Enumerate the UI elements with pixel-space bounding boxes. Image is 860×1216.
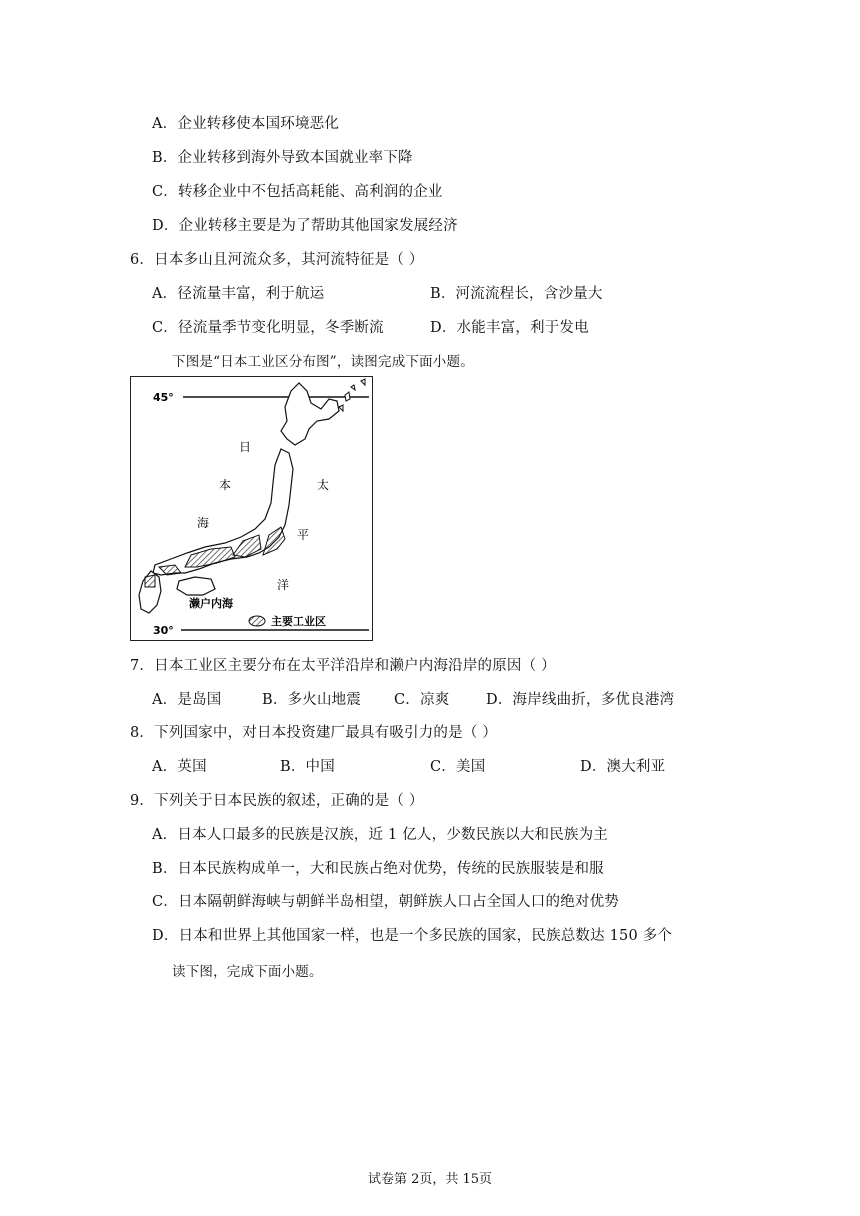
- pacific-label-1: 太: [317, 478, 330, 492]
- q9-option-d: D．日本和世界上其他国家一样，也是一个多民族的国家，民族总数达 150 多个: [152, 928, 673, 944]
- q9-option-c: C．日本隔朝鲜海峡与朝鲜半岛相望，朝鲜族人口占全国人口的绝对优势: [152, 894, 619, 910]
- lat-30-label: 30°: [153, 624, 174, 637]
- q9-stem: 9．下列关于日本民族的叙述，正确的是（ ）: [130, 793, 424, 809]
- sea-of-japan-label-2: 本: [219, 478, 232, 492]
- industrial-zone-kitakyushu: [145, 575, 155, 587]
- q6-option-b: B．河流流程长，含沙量大: [430, 286, 603, 302]
- legend-label: 主要工业区: [271, 615, 326, 628]
- q8-option-c: C．美国: [430, 759, 486, 775]
- sea-of-japan-label-3: 海: [197, 516, 210, 530]
- sea-of-japan-label-1: 日: [239, 440, 252, 454]
- q9-option-b: B．日本民族构成单一，大和民族占绝对优势，传统的民族服装是和服: [152, 861, 604, 877]
- map-drawing: [131, 377, 371, 639]
- next-figure-intro: 读下图，完成下面小题。: [172, 964, 323, 980]
- q5-option-c: C．转移企业中不包括高耗能、高利润的企业: [152, 184, 443, 200]
- q5-option-b: B．企业转移到海外导致本国就业率下降: [152, 150, 413, 166]
- q7-option-d: D．海岸线曲折，多优良港湾: [486, 692, 675, 708]
- page-footer: 试卷第 2页，共 15页: [367, 1172, 493, 1187]
- q8-option-a: A．英国: [152, 759, 207, 775]
- q6-stem: 6．日本多山且河流众多，其河流特征是（ ）: [130, 252, 424, 268]
- q6-option-c: C．径流量季节变化明显，冬季断流: [152, 320, 384, 336]
- q7-stem: 7．日本工业区主要分布在太平洋沿岸和濑户内海沿岸的原因（ ）: [130, 658, 556, 674]
- lat-45-label: 45°: [153, 391, 174, 404]
- japan-industrial-map: [130, 376, 373, 641]
- hokkaido-island: [281, 383, 339, 445]
- shikoku-island: [177, 577, 215, 595]
- q8-option-d: D．澳大利亚: [580, 759, 666, 775]
- q8-stem: 8．下列国家中，对日本投资建厂最具有吸引力的是（ ）: [130, 725, 498, 741]
- q6-option-d: D．水能丰富，利于发电: [430, 320, 589, 336]
- pacific-label-2: 平: [297, 528, 310, 542]
- inland-sea-label: 濑户内海: [189, 597, 233, 610]
- q9-option-a: A．日本人口最多的民族是汉族，近 1 亿人，少数民族以大和民族为主: [152, 827, 609, 843]
- q5-option-a: A．企业转移使本国环境恶化: [152, 116, 340, 132]
- q8-option-b: B．中国: [280, 759, 335, 775]
- industrial-zone-hanshin: [185, 547, 235, 567]
- q7-option-b: B．多火山地震: [262, 692, 362, 708]
- q7-option-a: A．是岛国: [152, 692, 222, 708]
- q7-option-c: C．凉爽: [394, 692, 450, 708]
- q6-option-a: A．径流量丰富，利于航运: [152, 286, 325, 302]
- map-intro: 下图是“日本工业区分布图”，读图完成下面小题。: [172, 354, 474, 370]
- legend-hatch-symbol: [249, 616, 265, 626]
- pacific-label-3: 洋: [277, 578, 290, 592]
- q5-option-d: D．企业转移主要是为了帮助其他国家发展经济: [152, 218, 458, 234]
